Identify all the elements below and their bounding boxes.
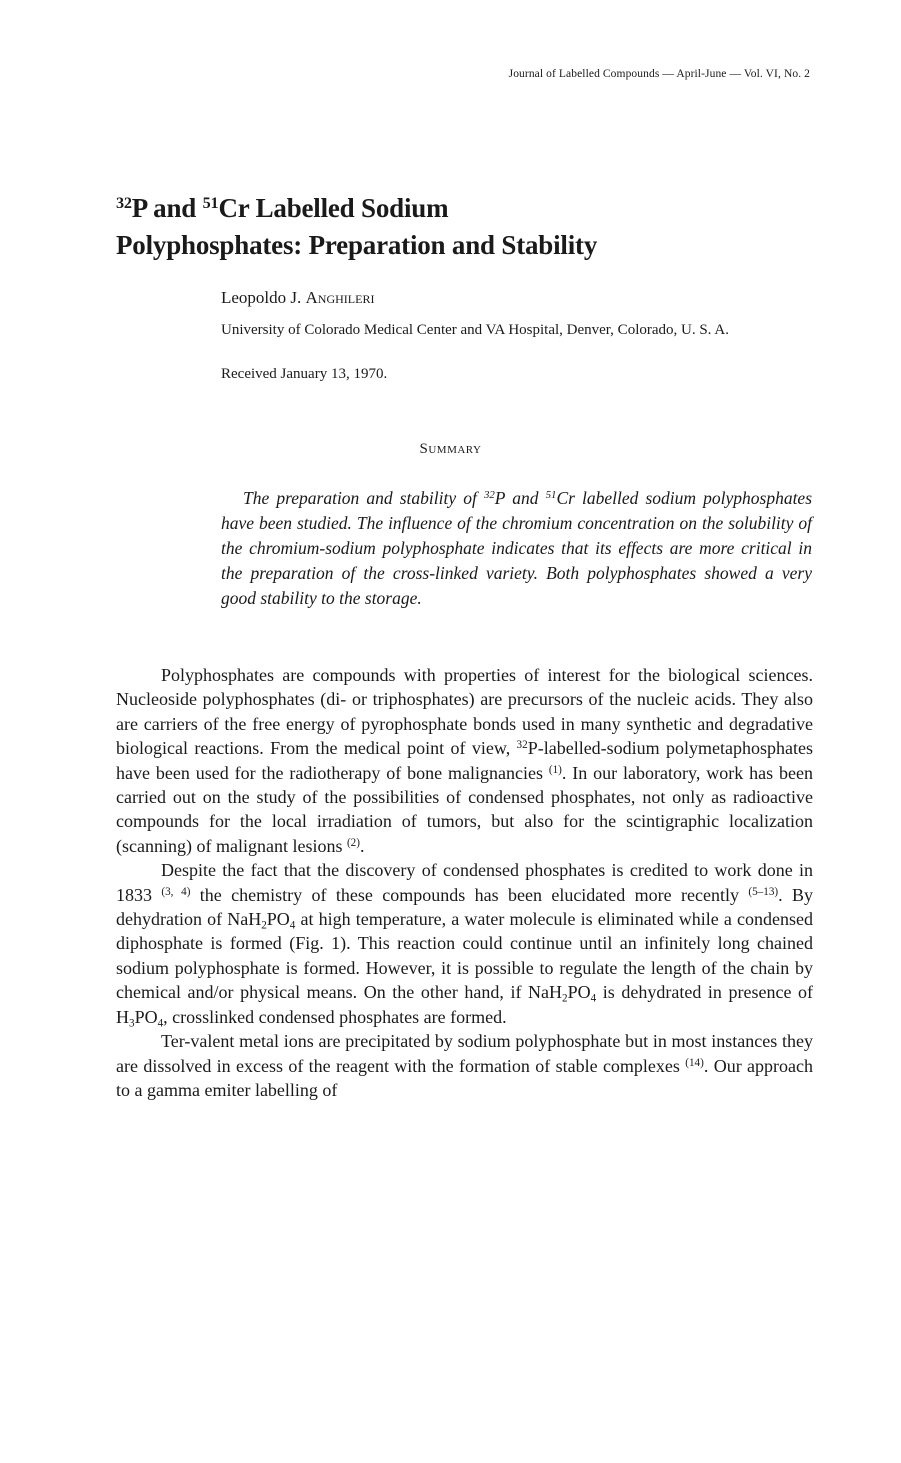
summary-isotope-mass: 32 [483, 489, 495, 502]
subscript: 3 [129, 1017, 135, 1030]
text-run: P-labelled-sodium polymetaphosphates have been used for the radiotherapy of bone malignancies [116, 738, 814, 783]
summary-part: P and [494, 488, 546, 508]
text-run: the chemistry of these compounds has been elucidated more recently [190, 884, 749, 905]
summary-part: Cr labelled sodium polyphosphates have been studied. The influence of the chromium concentration on the solubility of the chromium-sodium polyphosphate indicates that its effects are more critical in the preparation of the cross-linked variety. Both polyphosphates showed a very good stability to the storage. [221, 488, 813, 608]
paragraph-3 [116, 1029, 813, 1102]
title-line-1 [116, 190, 816, 227]
summary-heading: Summary [419, 441, 482, 457]
subscript: 4 [289, 919, 296, 932]
received-date: Received January 13, 1970. [221, 366, 388, 382]
text-run: at high temperature, a water molecule is eliminated while a condensed diphosphate is formed (Fig. 1). This reaction could continue until an infinitely long chained sodium polyphosphate is formed. However, it is possible to regulate the length of the chain by chemical and/or physical means. On the other hand, if NaH [116, 909, 813, 1003]
text-run: Despite the fact that the discovery of condensed phosphates is credited to work done in 1833 [116, 860, 813, 905]
text-run: . In our laboratory, work has been carried out on the study of the possibilities of condensed phosphates, not only as radioactive compounds for the local irradiation of tumors, but also for the scintigraphic localization (scanning) of malignant lesions [116, 762, 813, 856]
isotope-mass-cr: 51 [202, 194, 219, 213]
reference-marker: (14) [685, 1056, 704, 1069]
text-run: , crosslinked condensed phosphates are formed. [163, 1006, 507, 1027]
paragraph-2 [116, 858, 813, 1029]
subscript: 2 [562, 992, 568, 1005]
text-run: . Our approach to a gamma emiter labelling of [116, 1055, 813, 1100]
text-run: Ter-valent metal ions are precipitated by sodium polyphosphate but in most instances they are dissolved in excess of the reagent with the formation of stable complexes [116, 1031, 813, 1076]
title-line-2: Polyphosphates: Preparation and Stability [116, 230, 598, 260]
subscript: 2 [261, 919, 267, 932]
isotope-mass-p: 32 [116, 194, 132, 213]
summary-part: The preparation and stability of [243, 488, 484, 508]
title-text-cr: Cr Labelled Sodium [218, 193, 449, 223]
subscript: 4 [590, 992, 597, 1005]
reference-marker: (3, 4) [161, 885, 191, 898]
article-title [116, 190, 816, 264]
author-name [221, 288, 374, 308]
author-given-name: Leopoldo J. [221, 288, 306, 307]
summary-isotope-mass: 51 [545, 489, 557, 502]
reference-marker: (5–13) [748, 885, 779, 898]
text-run: PO [134, 1006, 158, 1027]
text-run: . By dehydration of NaH [116, 884, 814, 930]
body-text [116, 663, 813, 1102]
author-surname: Anghileri [305, 288, 375, 307]
subscript: 4 [157, 1017, 164, 1030]
text-run: is dehydrated in presence of H [116, 982, 814, 1027]
running-header: Journal of Labelled Compounds — April-June — Vol. VI, No. 2 [508, 68, 810, 80]
text-run: PO [567, 982, 591, 1003]
summary-text [221, 486, 812, 611]
paragraph-1 [116, 663, 813, 858]
reference-marker: (2) [346, 836, 360, 849]
text-run: PO [266, 909, 290, 930]
title-text-p: P and [131, 193, 203, 223]
affiliation: University of Colorado Medical Center and VA Hospital, Denver, Colorado, U. S. A. [221, 322, 729, 338]
text-run: Polyphosphates are compounds with properties of interest for the biological sciences. Nucleoside polyphosphates (di- or triphosphates) are precursors of the nucleic acids. They also are carriers of the free energy of pyrophosphate bonds used in many synthetic and degradative biological reactions. From the medical point of view, [116, 665, 813, 759]
isotope-mass: 32 [516, 739, 528, 752]
text-run: . [359, 835, 365, 856]
reference-marker: (1) [548, 763, 562, 776]
